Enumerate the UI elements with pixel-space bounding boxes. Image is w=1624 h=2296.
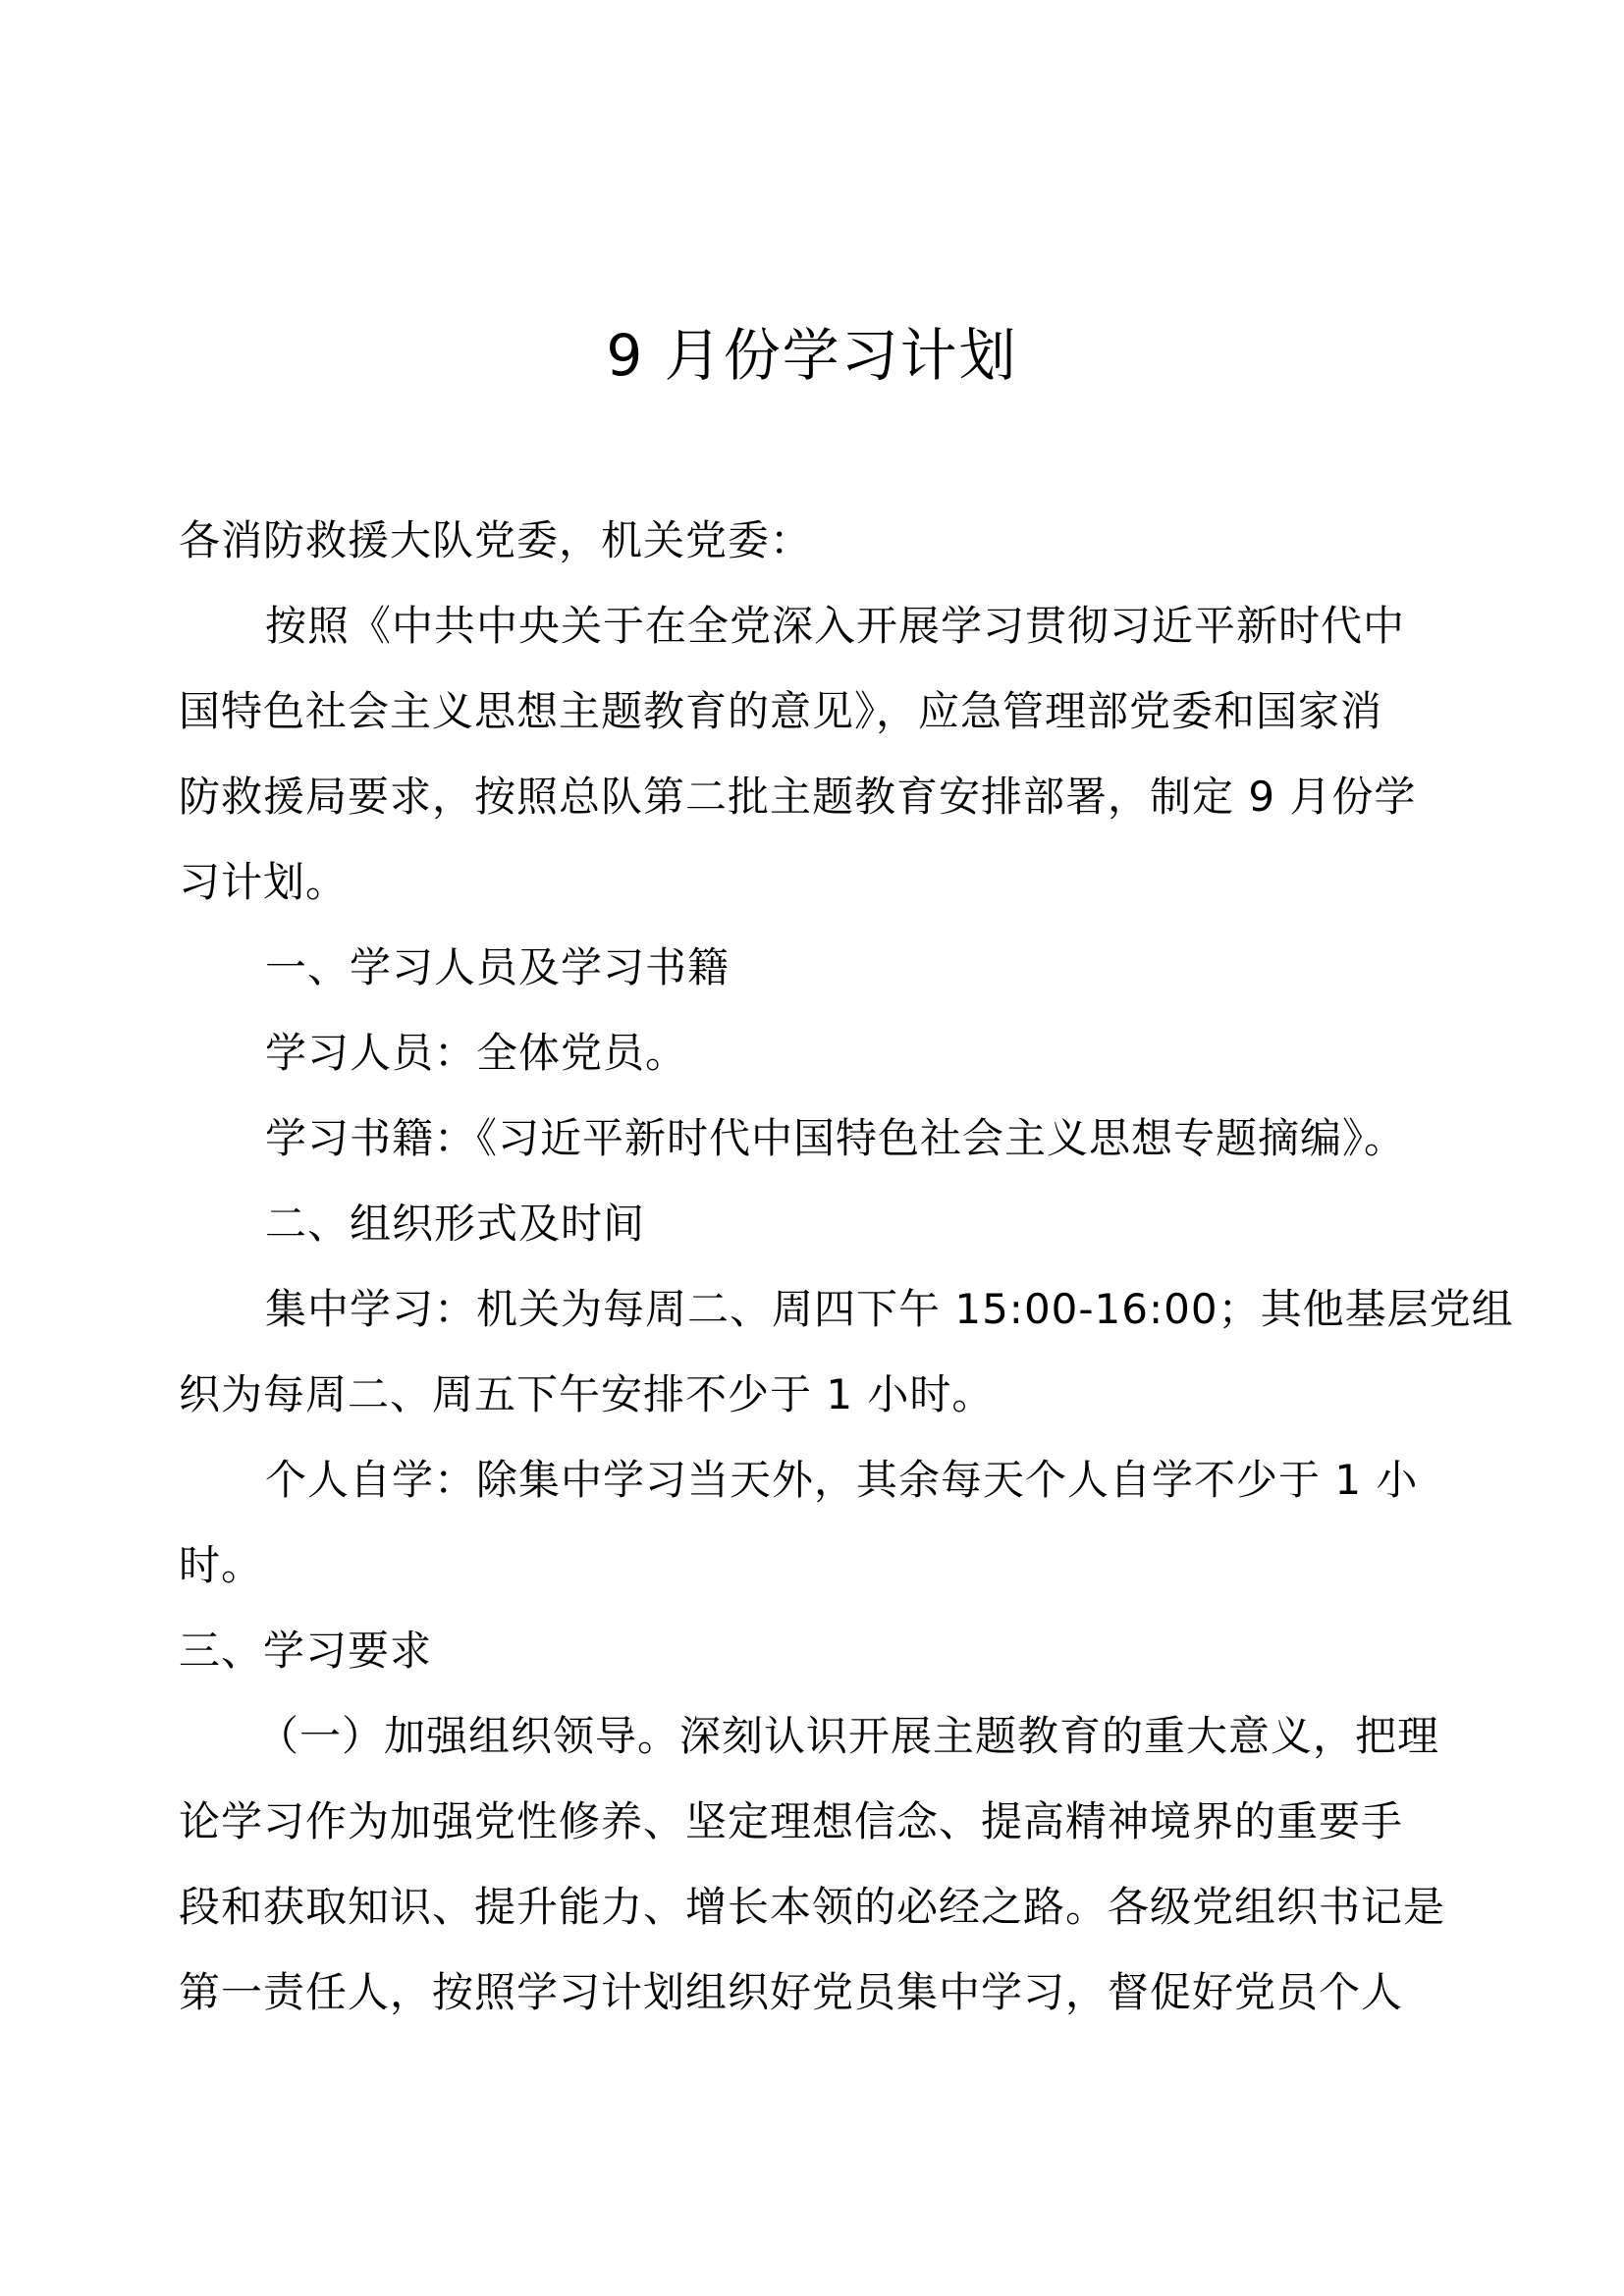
paragraph-line: 学习人员：全体党员。 xyxy=(265,1029,688,1077)
paragraph-line: 按照《中共中央关于在全党深入开展学习贯彻习近平新时代中 xyxy=(265,602,1406,650)
paragraph-line: 防救援局要求，按照总队第二批主题教育安排部署，制定 9 月份学 xyxy=(179,773,1417,821)
document-title: 9 月份学习计划 xyxy=(606,322,1018,389)
paragraph-line: 个人自学：除集中学习当天外，其余每天个人自学不少于 1 小 xyxy=(265,1456,1419,1504)
paragraph-line: 段和获取知识、提升能力、增长本领的必经之路。各级党组织书记是 xyxy=(179,1883,1446,1931)
section-heading-3: 三、学习要求 xyxy=(179,1627,433,1675)
section-heading-1: 一、学习人员及学习书籍 xyxy=(265,943,731,991)
paragraph-line: 第一责任人，按照学习计划组织好党员集中学习，督促好党员个人 xyxy=(179,1968,1404,2016)
paragraph-line: （一）加强组织领导。深刻认识开展主题教育的重大意义，把理 xyxy=(257,1712,1440,1760)
paragraph-line: 习计划。 xyxy=(179,858,349,906)
salutation: 各消防救援大队党委，机关党委： xyxy=(179,516,813,564)
paragraph-line: 集中学习：机关为每周二、周四下午 15:00-16:00；其他基层党组 xyxy=(265,1285,1514,1333)
paragraph-line: 论学习作为加强党性修养、坚定理想信念、提高精神境界的重要手 xyxy=(179,1797,1404,1845)
section-heading-2: 二、组织形式及时间 xyxy=(265,1200,646,1248)
paragraph-line: 织为每周二、周五下午安排不少于 1 小时。 xyxy=(179,1370,995,1418)
paragraph-line: 学习书籍：《习近平新时代中国特色社会主义思想专题摘编》。 xyxy=(265,1114,1407,1162)
paragraph-line: 时。 xyxy=(179,1541,264,1589)
paragraph-line: 国特色社会主义思想主题教育的意见》，应急管理部党委和国家消 xyxy=(179,687,1383,735)
